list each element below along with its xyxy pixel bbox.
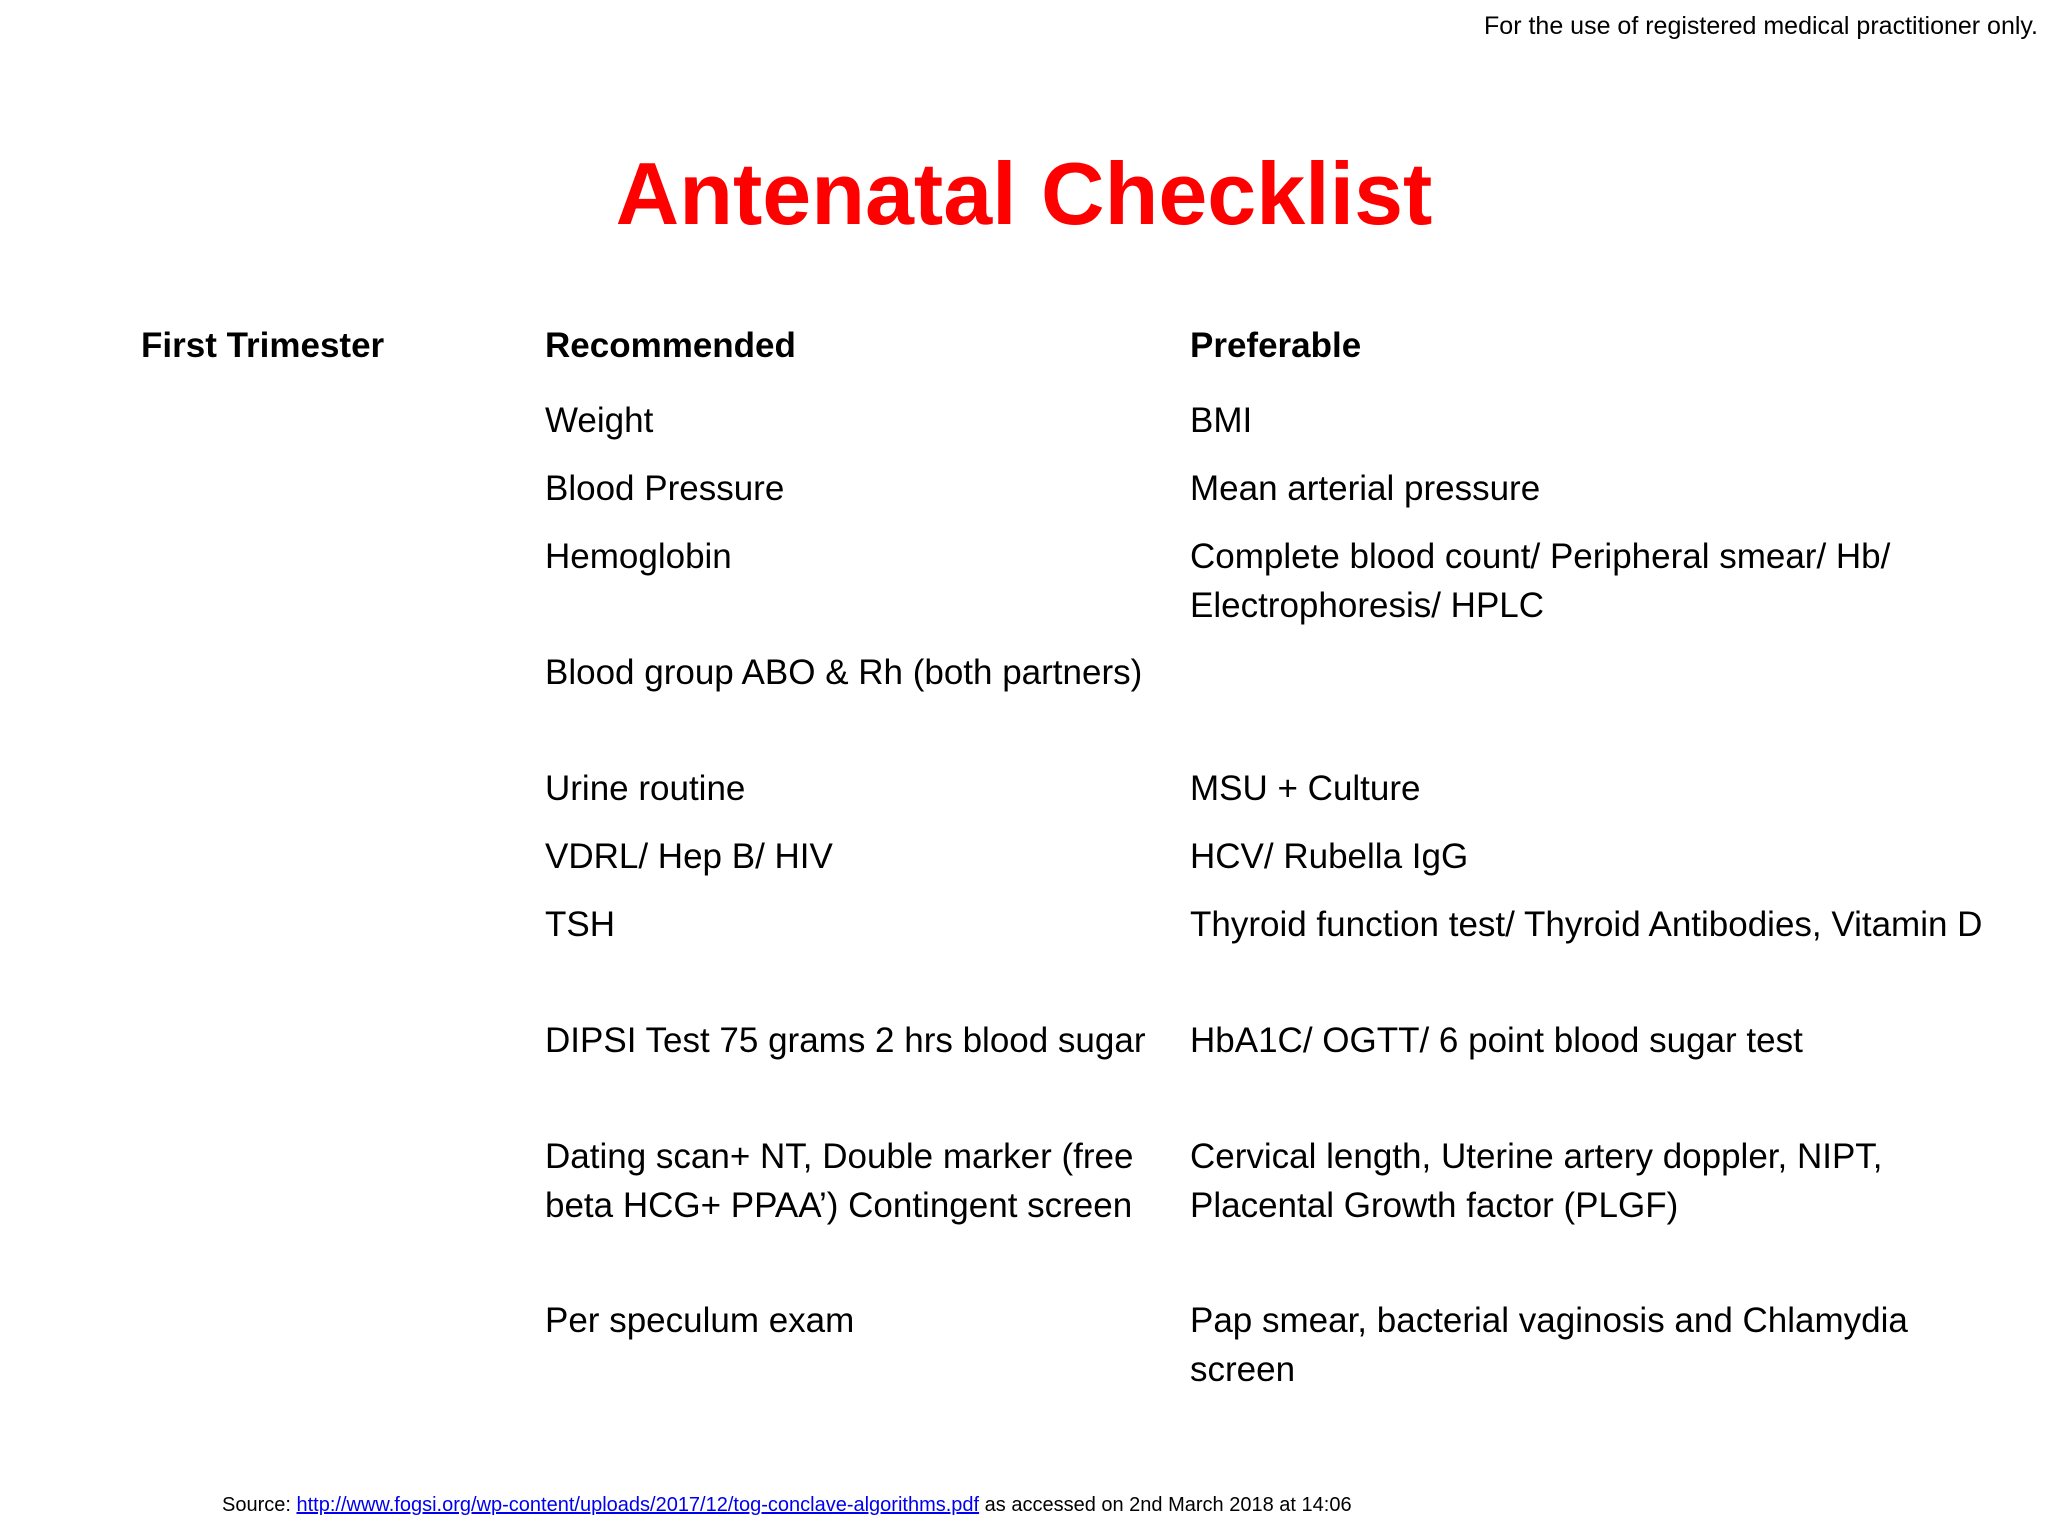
source-prefix: Source: — [222, 1494, 297, 1516]
preferable-cell: Mean arterial pressure — [1190, 469, 1541, 508]
recommended-cell: TSH — [545, 905, 615, 944]
table-row — [545, 764, 1995, 832]
trimester-label: First Trimester — [141, 326, 385, 365]
column-header-recommended: Recommended — [545, 326, 796, 365]
table-row — [545, 396, 1995, 464]
recommended-cell: VDRL/ Hep B/ HIV — [545, 837, 833, 876]
table-row — [545, 464, 1995, 532]
source-footer — [222, 1494, 1352, 1517]
preferable-cell: HCV/ Rubella IgG — [1190, 837, 1469, 876]
checklist-table — [545, 328, 1995, 1412]
preferable-cell: Pap smear, bacterial vaginosis and Chlamydia screen — [1190, 1301, 1908, 1389]
table-row — [545, 1296, 1995, 1412]
page-title: Antenatal Checklist — [615, 144, 1433, 243]
preferable-cell: Complete blood count/ Peripheral smear/ Hb/ Electrophoresis/ HPLC — [1190, 537, 1891, 625]
table-row — [545, 900, 1995, 1016]
recommended-cell: Dating scan+ NT, Double marker (free beta HCG+ PPAA’) Contingent screen — [545, 1137, 1134, 1225]
table-row — [545, 1132, 1995, 1296]
preferable-cell: Cervical length, Uterine artery doppler, NIPT, Placental Growth factor (PLGF) — [1190, 1137, 1883, 1225]
source-suffix: as accessed on 2nd March 2018 at 14:06 — [979, 1494, 1352, 1516]
source-link[interactable]: http://www.fogsi.org/wp-content/uploads/2017/12/tog-conclave-algorithms.pdf — [296, 1494, 980, 1516]
preferable-cell: Thyroid function test/ Thyroid Antibodies, Vitamin D — [1190, 905, 1983, 944]
recommended-cell: Blood group ABO & Rh (both partners) — [545, 653, 1143, 692]
recommended-cell: Urine routine — [545, 769, 746, 808]
table-row — [545, 832, 1995, 900]
recommended-cell: Weight — [545, 401, 654, 440]
preferable-cell — [1190, 648, 1995, 764]
recommended-cell: DIPSI Test 75 grams 2 hrs blood sugar — [545, 1021, 1146, 1060]
recommended-cell: Blood Pressure — [545, 469, 785, 508]
table-row — [545, 648, 1995, 764]
preferable-cell: MSU + Culture — [1190, 769, 1421, 808]
recommended-cell: Per speculum exam — [545, 1301, 855, 1340]
table-row — [545, 532, 1995, 648]
table-row — [545, 1016, 1995, 1132]
disclaimer-text: For the use of registered medical practitioner only. — [1484, 12, 2038, 40]
column-header-preferable: Preferable — [1190, 326, 1362, 365]
recommended-cell: Hemoglobin — [545, 537, 732, 576]
table-header-row — [545, 328, 1995, 396]
preferable-cell: BMI — [1190, 401, 1253, 440]
preferable-cell: HbA1C/ OGTT/ 6 point blood sugar test — [1190, 1021, 1803, 1060]
